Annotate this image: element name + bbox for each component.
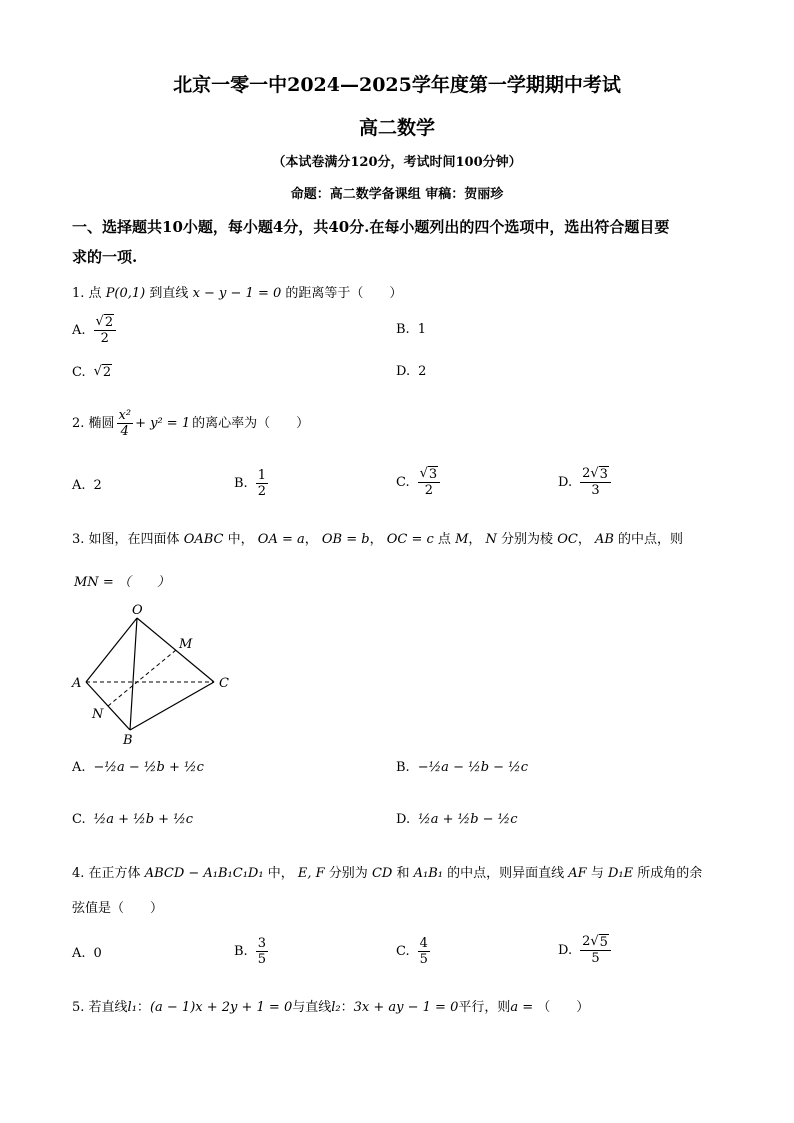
q3-option-a: [72, 760, 204, 775]
q2-frac-den: 4: [120, 424, 129, 439]
q5-tail: （ ）: [537, 1000, 590, 1015]
label-a: A: [72, 676, 82, 691]
edge-ob: [130, 618, 137, 730]
question-2: [72, 408, 309, 439]
q3-tetra: OABC: [183, 532, 224, 547]
q3-m: M: [455, 532, 469, 547]
q3-d: 分别为棱: [501, 532, 554, 547]
q4-d-label: D.: [558, 942, 573, 958]
q1-mid: 到直线: [149, 286, 189, 301]
q3-b-label: B.: [396, 760, 410, 775]
q2-d-label: D.: [558, 474, 573, 490]
q1-b-label: B.: [396, 322, 410, 337]
q2-a-val: 2: [93, 478, 102, 493]
q2-c-den: 2: [424, 483, 434, 498]
q3-ob: OB = b: [321, 532, 370, 547]
q3-ab-edge: AB: [594, 532, 614, 547]
q1-a-label: A.: [72, 322, 86, 338]
q1-option-d: [396, 364, 426, 379]
q3-option-d: [396, 812, 518, 827]
q2-fraction: [117, 408, 134, 439]
exam-subject: 高二数学: [358, 117, 435, 139]
q1-tail: 的距离等于（ ）: [285, 286, 403, 301]
q5-a: 5. 若直线: [72, 1000, 128, 1015]
q3-b-expr: −½a − ½b − ½c: [417, 760, 529, 775]
q4-b-den: 5: [257, 952, 266, 967]
q4-yu: 与: [590, 866, 604, 881]
q3-e: 的中点，则: [618, 532, 684, 547]
label-c: C: [219, 676, 229, 691]
q4-b: 中，: [267, 866, 294, 881]
q2-option-c: C. √ 3 2: [396, 466, 440, 498]
label-b: B: [123, 733, 133, 748]
section-heading: [72, 212, 732, 272]
q4-c-label: C.: [396, 944, 410, 959]
q4-a: 4. 在正方体: [72, 866, 141, 881]
q5-l1: l₁: [127, 1000, 137, 1015]
q2-option-b: [234, 468, 268, 499]
q4-d-coef: 2: [582, 934, 591, 949]
q3-c: 点: [437, 532, 451, 547]
q3-a-label: A.: [72, 760, 86, 775]
exam-title: 北京一零一中2024—2025学年度第一学期期中考试: [173, 74, 621, 96]
q1-option-a: [72, 314, 116, 346]
q1-a-fraction: √ 2 2: [94, 314, 117, 346]
q4-d-num: 5: [599, 935, 608, 950]
q1-option-c: C. √ 2: [72, 364, 112, 380]
q2-rest: + y² = 1: [135, 415, 191, 431]
edge-oa: [86, 618, 137, 682]
question-4: [72, 864, 702, 884]
q3-line-2: MN = （ ）: [74, 575, 170, 590]
q3-oa: OA = a: [257, 532, 305, 547]
segment-mn: [108, 650, 176, 706]
q1-a-num: 2: [104, 315, 114, 330]
q1-d-label: D.: [396, 364, 411, 379]
edge-bc: [130, 682, 214, 730]
section-line-2: 求的一项.: [72, 248, 138, 266]
q2-a-label: A.: [72, 478, 86, 493]
q4-option-c: [396, 936, 430, 967]
q1-line: x − y − 1 = 0: [192, 286, 282, 301]
q3-oc: OC = c: [386, 532, 434, 547]
q4-option-d: D. 2√ 5 5: [558, 934, 611, 966]
q3-c-expr: ½a + ½b + ½c: [93, 812, 194, 827]
q2-b-num: 1: [257, 468, 266, 483]
q5-colon2: ：: [340, 1000, 354, 1015]
q2-frac-num: x²: [118, 408, 132, 423]
q1-d-val: 2: [418, 364, 427, 379]
question-3: 3. 如图，在四面体 OABC 中， OA = a， OB = b， OC = c 点 M， N 分别为棱 OC， AB 的中点，则: [72, 532, 684, 547]
exam-note: （本试卷满分120分，考试时间100分钟）: [272, 155, 522, 170]
q4-tail: 所成角的余: [637, 866, 703, 881]
q2-option-a: [72, 478, 102, 493]
q1-option-b: [396, 322, 426, 337]
q2-d-num: 3: [599, 467, 608, 482]
label-m: M: [179, 637, 193, 652]
q4-option-b: [234, 936, 268, 967]
q4-d-den: 5: [591, 951, 600, 966]
q3-c-label: C.: [72, 812, 86, 827]
q2-b-label: B.: [234, 476, 248, 491]
q5-eq1: (a − 1)x + 2y + 1 = 0: [149, 1000, 293, 1015]
q5-eq2: 3x + ay − 1 = 0: [353, 1000, 459, 1015]
q3-a-expr: −½a − ½b + ½c: [93, 760, 204, 775]
q1-c-val: 2: [102, 365, 112, 380]
question-1: [72, 284, 402, 304]
q3-d-label: D.: [396, 812, 411, 827]
q3-d-expr: ½a + ½b − ½c: [418, 812, 518, 827]
q2-d-coef: 2: [582, 466, 591, 481]
q5-aeq: a =: [510, 1000, 538, 1015]
q4-line-2: 弦值是（ ）: [72, 901, 164, 916]
q4-c-den: 5: [419, 952, 428, 967]
q3-option-b: [396, 760, 528, 775]
q4-af: AF: [568, 866, 587, 881]
q4-d: 的中点，则异面直线: [447, 866, 565, 881]
q3-b: 中，: [227, 532, 254, 547]
q4-a1b1: A₁B₁: [413, 866, 443, 881]
q4-c-num: 4: [419, 936, 428, 951]
q2-tail: 的离心率为（ ）: [192, 415, 310, 431]
label-o: O: [132, 603, 143, 618]
q1-c-label: C.: [72, 364, 86, 380]
q4-he: 和: [396, 866, 410, 881]
q3-a: 3. 如图，在四面体: [72, 532, 180, 547]
q4-ef: E, F: [297, 866, 325, 881]
q4-a-val: 0: [93, 946, 102, 961]
q1-a-den: 2: [100, 331, 109, 346]
q4-a-label: A.: [72, 946, 86, 961]
q3-n: N: [485, 532, 497, 547]
q2-d-den: 3: [591, 483, 600, 498]
q5-colon1: ：: [136, 1000, 150, 1015]
label-n: N: [92, 707, 104, 722]
q2-c-num: 3: [428, 467, 438, 482]
q1-point: P(0,1): [105, 286, 146, 301]
q1-num: 1. 点: [72, 286, 102, 301]
q2-c-label: C.: [396, 474, 410, 490]
q4-cube: ABCD − A₁B₁C₁D₁: [144, 866, 264, 881]
q2-b-den: 2: [257, 484, 266, 499]
q4-b-label: B.: [234, 944, 248, 959]
question-5: [72, 998, 589, 1018]
q1-b-val: 1: [417, 322, 426, 337]
exam-authors: 命题：高二数学备课组 审稿：贺丽珍: [290, 187, 504, 202]
q3-oc-edge: OC: [557, 532, 578, 547]
q2-num: 2. 椭圆: [72, 415, 115, 431]
q4-d1e: D₁E: [608, 866, 634, 881]
q5-b: 与直线: [292, 1000, 332, 1015]
tetrahedron-figure: [64, 598, 244, 748]
q4-cd: CD: [371, 866, 393, 881]
section-line-1: 一、选择题共10小题，每小题4分，共40分.在每小题列出的四个选项中，选出符合题目要: [72, 218, 670, 236]
q2-option-d: D. 2√ 3 3: [558, 466, 611, 498]
q4-option-a: [72, 946, 102, 961]
q5-c: 平行，则: [458, 1000, 511, 1015]
q4-c: 分别为: [328, 866, 368, 881]
q4-b-num: 3: [257, 936, 266, 951]
q3-option-c: [72, 812, 193, 827]
q5-l2: l₂: [331, 1000, 341, 1015]
